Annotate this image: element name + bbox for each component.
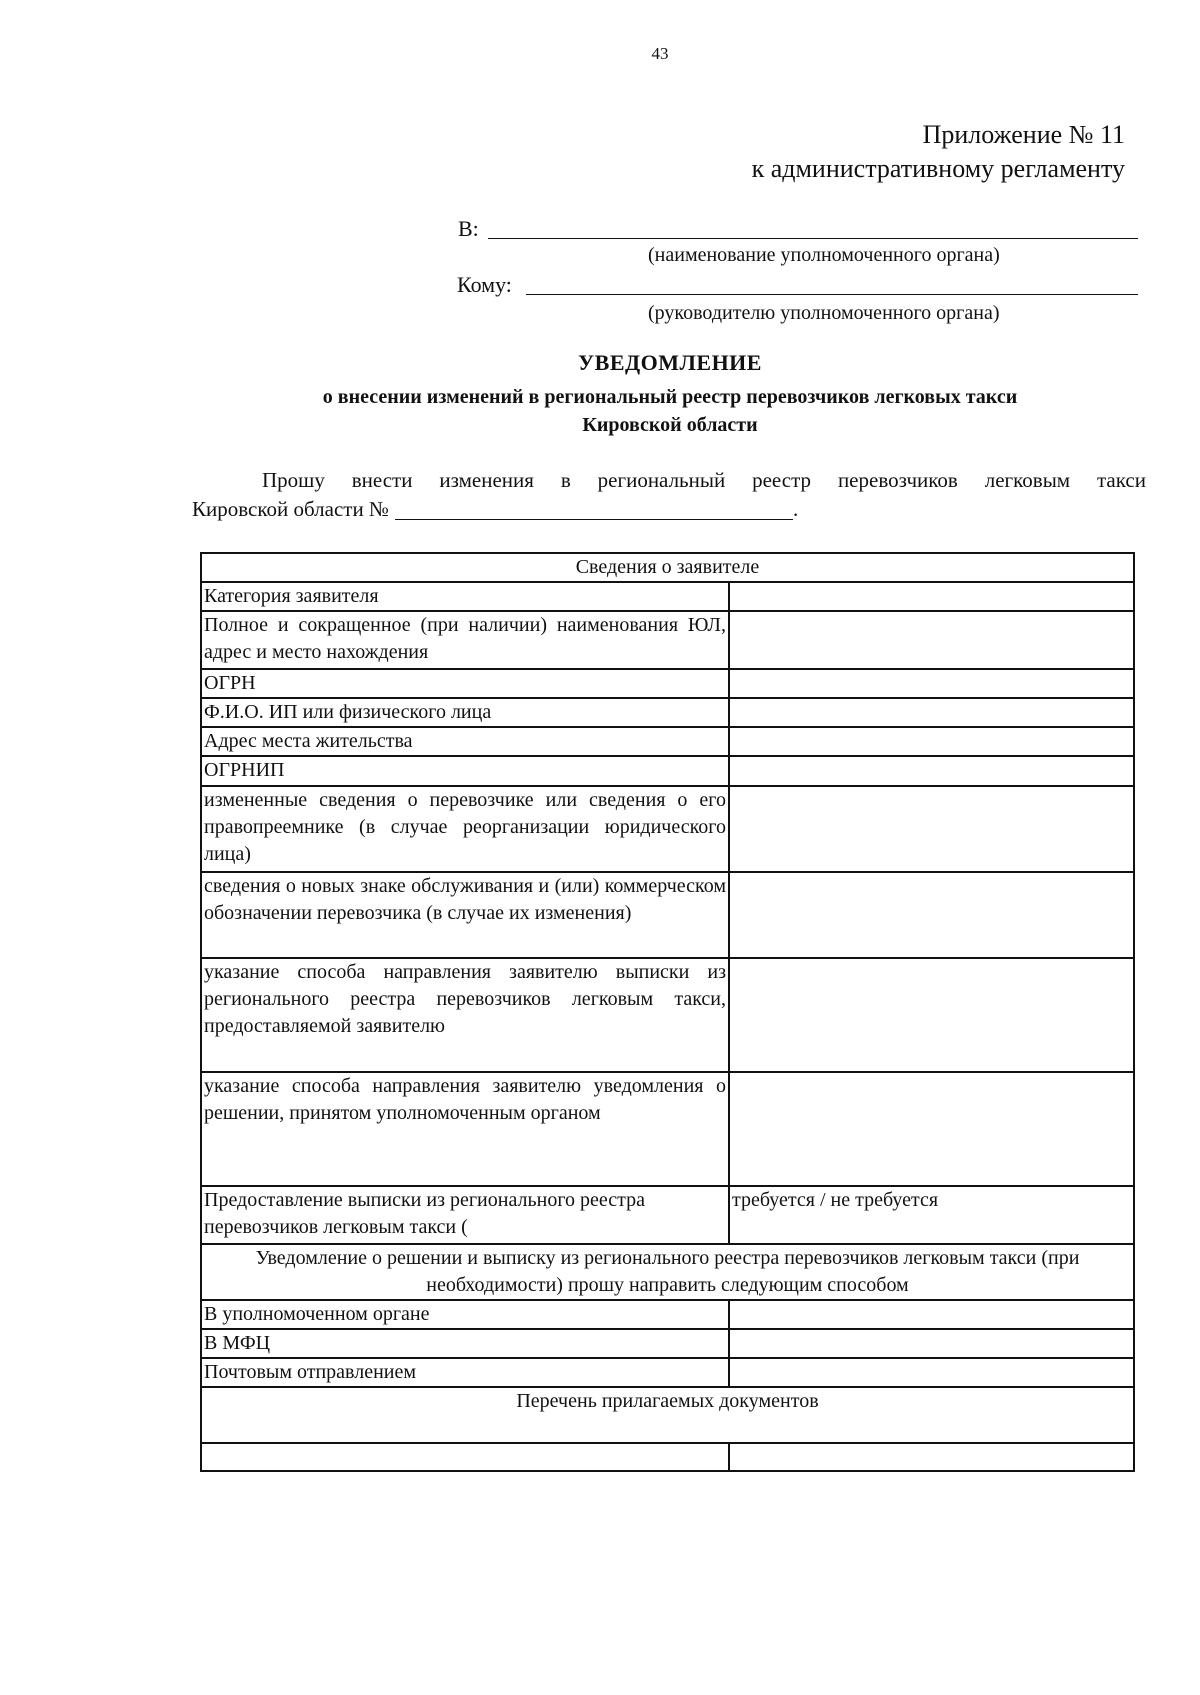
table-row bbox=[201, 1186, 1134, 1244]
table-row bbox=[201, 1329, 1134, 1358]
method-value-field[interactable] bbox=[729, 1300, 1134, 1329]
table-row bbox=[201, 1300, 1134, 1329]
row-value-field[interactable] bbox=[729, 582, 1134, 611]
applicant-form-table bbox=[200, 552, 1135, 1472]
request-line-1: Прошу внести изменения в региональный реестр перевозчиков легковым такси bbox=[262, 468, 1146, 492]
request-paragraph bbox=[192, 466, 1146, 524]
table-row bbox=[201, 872, 1134, 958]
method-label: Почтовым отправлением bbox=[201, 1358, 729, 1387]
annex-reference: к административному регламенту bbox=[751, 154, 1125, 183]
subtitle-line-2: Кировской области bbox=[582, 414, 758, 436]
table-row bbox=[201, 756, 1134, 786]
row-value-field[interactable] bbox=[729, 727, 1134, 756]
document-entry-field[interactable] bbox=[729, 1443, 1134, 1471]
row-value-field[interactable] bbox=[729, 698, 1134, 727]
whom-field[interactable] bbox=[526, 294, 1138, 295]
page-number: 43 bbox=[651, 44, 669, 63]
table-row bbox=[201, 1443, 1134, 1471]
section-header-delivery-method: Уведомление о решении и выписку из регионального реестра перевозчиков легковым такси (при необходимости) прошу направить следующим способом bbox=[201, 1244, 1134, 1300]
method-value-field[interactable] bbox=[729, 1358, 1134, 1387]
row-value-field[interactable] bbox=[729, 1072, 1134, 1186]
method-value-field[interactable] bbox=[729, 1329, 1134, 1358]
table-row bbox=[201, 611, 1134, 669]
document-subtitle bbox=[0, 383, 1200, 439]
row-label: Адрес места жительства bbox=[201, 727, 729, 756]
whom-label: Кому: bbox=[457, 272, 512, 297]
row-label: Полное и сокращенное (при наличии) наименования ЮЛ, адрес и место нахождения bbox=[201, 611, 729, 669]
row-label: ОГРН bbox=[201, 669, 729, 698]
request-registry-prefix: Кировской области № bbox=[192, 497, 389, 521]
table-row bbox=[201, 582, 1134, 611]
row-value-field[interactable] bbox=[729, 958, 1134, 1072]
table-row bbox=[201, 698, 1134, 727]
row-value-field[interactable] bbox=[729, 786, 1134, 872]
extract-required-choice[interactable]: требуется / не требуется bbox=[729, 1186, 1134, 1244]
row-label: Категория заявителя bbox=[201, 582, 729, 611]
method-label: В МФЦ bbox=[201, 1329, 729, 1358]
table-row bbox=[201, 958, 1134, 1072]
row-label: Ф.И.О. ИП или физического лица bbox=[201, 698, 729, 727]
request-period: . bbox=[792, 497, 799, 521]
method-label: В уполномоченном органе bbox=[201, 1300, 729, 1329]
table-row bbox=[201, 1072, 1134, 1186]
registry-number-field[interactable] bbox=[395, 499, 793, 520]
whom-caption: (руководителю уполномоченного органа) bbox=[648, 302, 1000, 324]
row-label: указание способа направления заявителю выписки из регионального реестра перевозчиков легковым такси, предоставляемой заявителю bbox=[201, 958, 729, 1072]
row-label: сведения о новых знаке обслуживания и (или) коммерческом обозначении перевозчика (в случае их изменения) bbox=[201, 872, 729, 958]
row-value-field[interactable] bbox=[729, 669, 1134, 698]
row-value-field[interactable] bbox=[729, 756, 1134, 786]
table-row bbox=[201, 669, 1134, 698]
section-header-applicant: Сведения о заявителе bbox=[201, 553, 1134, 582]
to-caption: (наименование уполномоченного органа) bbox=[648, 244, 1000, 266]
document-entry-field[interactable] bbox=[201, 1443, 729, 1471]
document-title: УВЕДОМЛЕНИЕ bbox=[578, 350, 762, 375]
row-label: ОГРНИП bbox=[201, 756, 729, 786]
table-row bbox=[201, 786, 1134, 872]
row-label: указание способа направления заявителю уведомления о решении, принятом уполномоченным органом bbox=[201, 1072, 729, 1186]
request-line-2 bbox=[192, 495, 1146, 524]
row-label: измененные сведения о перевозчике или сведения о его правопреемнике (в случае реорганизации юридического лица) bbox=[201, 786, 729, 872]
annex-block bbox=[752, 118, 1125, 186]
row-value-field[interactable] bbox=[729, 611, 1134, 669]
table-row bbox=[201, 1358, 1134, 1387]
table-row bbox=[201, 727, 1134, 756]
annex-number: Приложение № 11 bbox=[922, 120, 1125, 149]
section-header-attached-documents: Перечень прилагаемых документов bbox=[201, 1387, 1134, 1443]
to-field[interactable] bbox=[488, 238, 1138, 239]
subtitle-line-1: о внесении изменений в региональный реестр перевозчиков легковых такси bbox=[322, 386, 1018, 408]
row-label: Предоставление выписки из регионального реестра перевозчиков легковым такси ( bbox=[201, 1186, 729, 1244]
to-label: В: bbox=[458, 216, 479, 241]
row-value-field[interactable] bbox=[729, 872, 1134, 958]
